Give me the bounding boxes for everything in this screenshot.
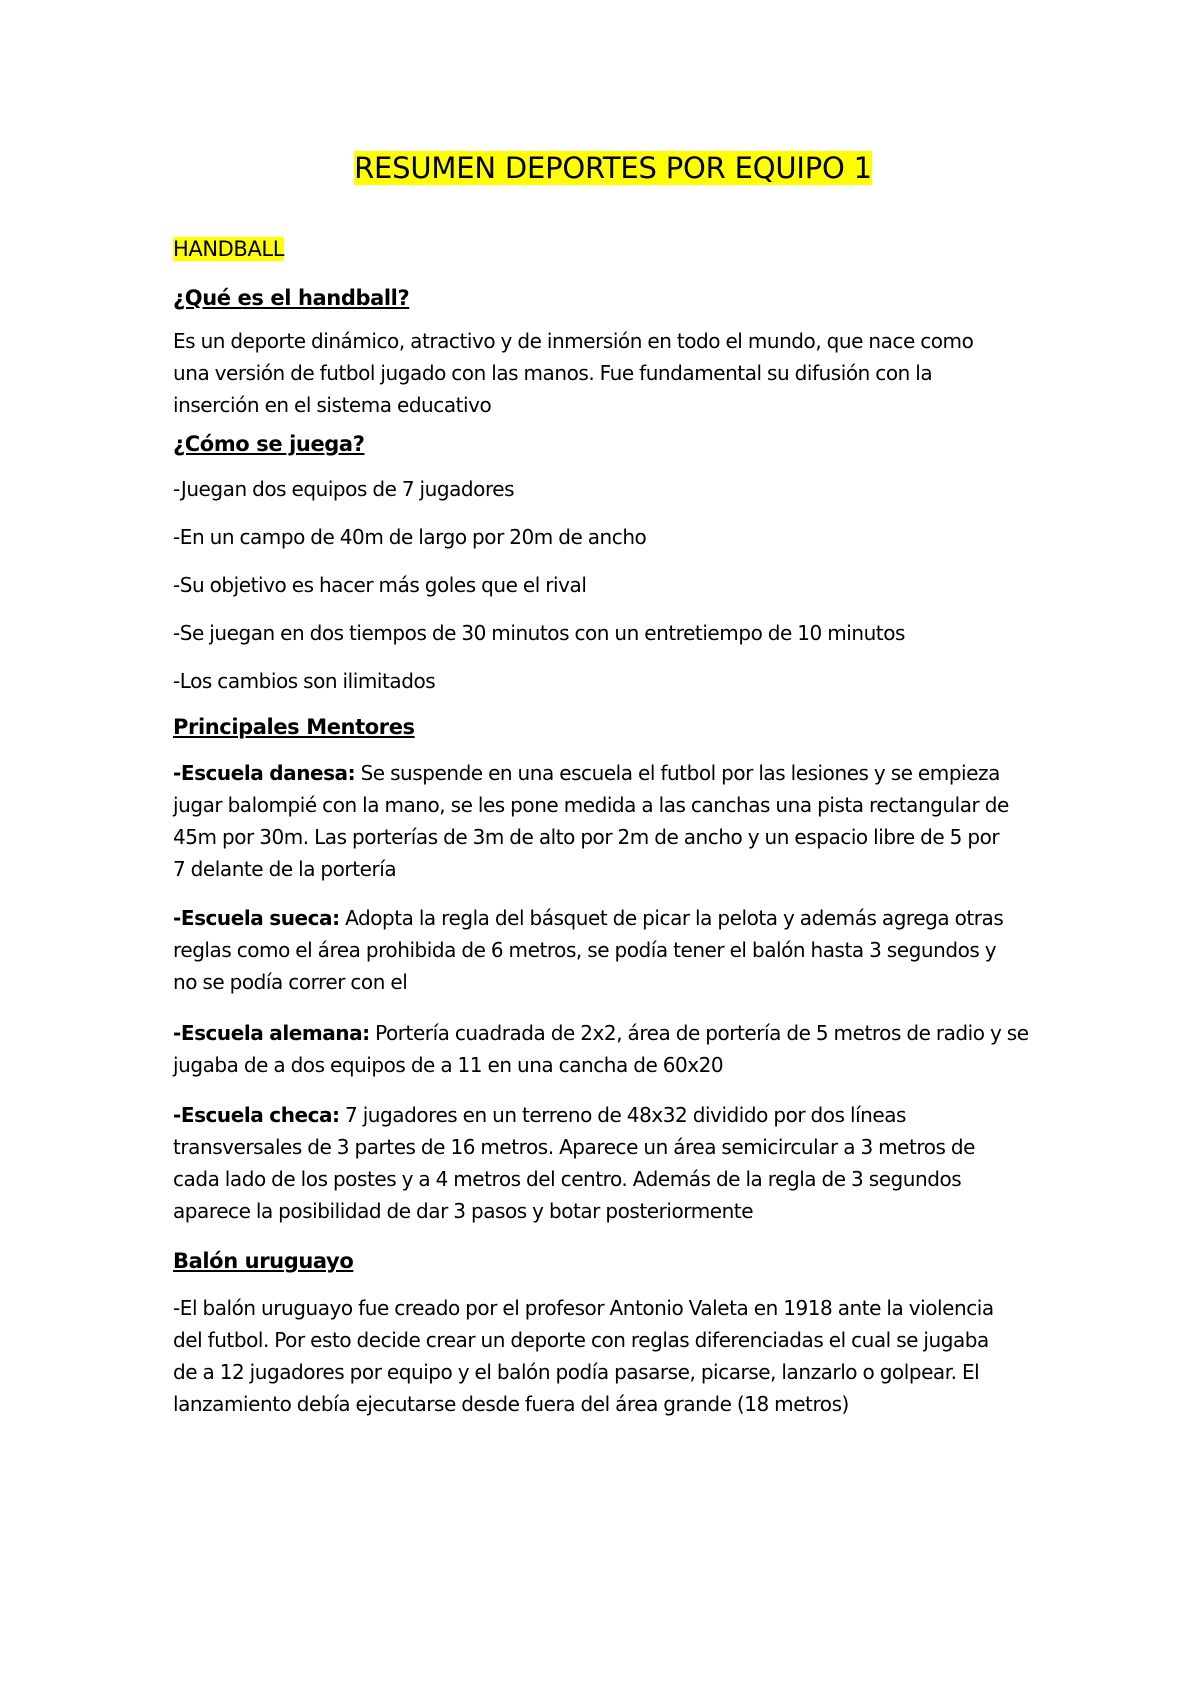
paragraph-escuela-checa [173, 1099, 1053, 1227]
label-escuela-danesa: -Escuela danesa: [173, 761, 356, 785]
paragraph-line: Es un deporte dinámico, atractivo y de inmersión en todo el mundo, que nace como [173, 329, 974, 353]
paragraph-line [173, 902, 1053, 934]
paragraph-line: no se podía correr con el [173, 970, 408, 994]
heading-balon-uruguayo: Balón uruguayo [173, 1249, 354, 1273]
paragraph-escuela-danesa [173, 757, 1053, 885]
paragraph-line: una versión de futbol jugado con las manos. Fue fundamental su difusión con la [173, 361, 933, 385]
label-escuela-checa: -Escuela checa: [173, 1103, 340, 1127]
list-item: -Su objetivo es hacer más goles que el rival [173, 573, 587, 597]
paragraph-balon-uruguayo [173, 1292, 1053, 1420]
paragraph-line: jugar balompié con la mano, se les pone medida a las canchas una pista rectangular de [173, 793, 1009, 817]
text-escuela-danesa: Se suspende en una escuela el futbol por las lesiones y se empieza [355, 761, 1000, 785]
heading-principales-mentores: Principales Mentores [173, 715, 415, 739]
paragraph-line: jugaba de a dos equipos de a 11 en una cancha de 60x20 [173, 1053, 724, 1077]
paragraph-que-es [173, 325, 1053, 421]
label-escuela-alemana: -Escuela alemana: [173, 1021, 370, 1045]
list-item: -Juegan dos equipos de 7 jugadores [173, 477, 515, 501]
paragraph-line: 7 delante de la portería [173, 857, 397, 881]
paragraph-line: inserción en el sistema educativo [173, 393, 492, 417]
label-escuela-sueca: -Escuela sueca: [173, 906, 340, 930]
paragraph-escuela-alemana [173, 1017, 1053, 1081]
document-title-row [173, 150, 1053, 186]
list-item: -Se juegan en dos tiempos de 30 minutos con un entretiempo de 10 minutos [173, 621, 905, 645]
paragraph-line: lanzamiento debía ejecutarse desde fuera del área grande (18 metros) [173, 1392, 849, 1416]
paragraph-line [173, 1099, 1053, 1131]
text-escuela-checa: 7 jugadores en un terreno de 48x32 dividido por dos líneas [339, 1103, 907, 1127]
section-heading-handball: HANDBALL [173, 237, 285, 261]
heading-como-se-juega: ¿Cómo se juega? [173, 432, 365, 456]
list-item: -En un campo de 40m de largo por 20m de ancho [173, 525, 647, 549]
text-escuela-alemana: Portería cuadrada de 2x2, área de portería de 5 metros de radio y se [369, 1021, 1029, 1045]
document-title: RESUMEN DEPORTES POR EQUIPO 1 [354, 151, 872, 185]
paragraph-line [173, 1017, 1053, 1049]
paragraph-line [173, 757, 1053, 789]
paragraph-line: -El balón uruguayo fue creado por el profesor Antonio Valeta en 1918 ante la violencia [173, 1296, 994, 1320]
paragraph-line: de a 12 jugadores por equipo y el balón podía pasarse, picarse, lanzarlo o golpear. El [173, 1360, 980, 1384]
list-item: -Los cambios son ilimitados [173, 669, 436, 693]
section-heading-row [173, 233, 284, 265]
paragraph-escuela-sueca [173, 902, 1053, 998]
document-page [173, 0, 1053, 1696]
heading-que-es: ¿Qué es el handball? [173, 286, 410, 310]
paragraph-line: 45m por 30m. Las porterías de 3m de alto por 2m de ancho y un espacio libre de 5 por [173, 825, 1000, 849]
paragraph-line: transversales de 3 partes de 16 metros. Aparece un área semicircular a 3 metros de [173, 1135, 976, 1159]
paragraph-line: del futbol. Por esto decide crear un deporte con reglas diferenciadas el cual se jugaba [173, 1328, 989, 1352]
paragraph-line: reglas como el área prohibida de 6 metros, se podía tener el balón hasta 3 segundos y [173, 938, 997, 962]
text-escuela-sueca: Adopta la regla del básquet de picar la pelota y además agrega otras [339, 906, 1004, 930]
paragraph-line: aparece la posibilidad de dar 3 pasos y botar posteriormente [173, 1199, 754, 1223]
paragraph-line: cada lado de los postes y a 4 metros del centro. Además de la regla de 3 segundos [173, 1167, 962, 1191]
